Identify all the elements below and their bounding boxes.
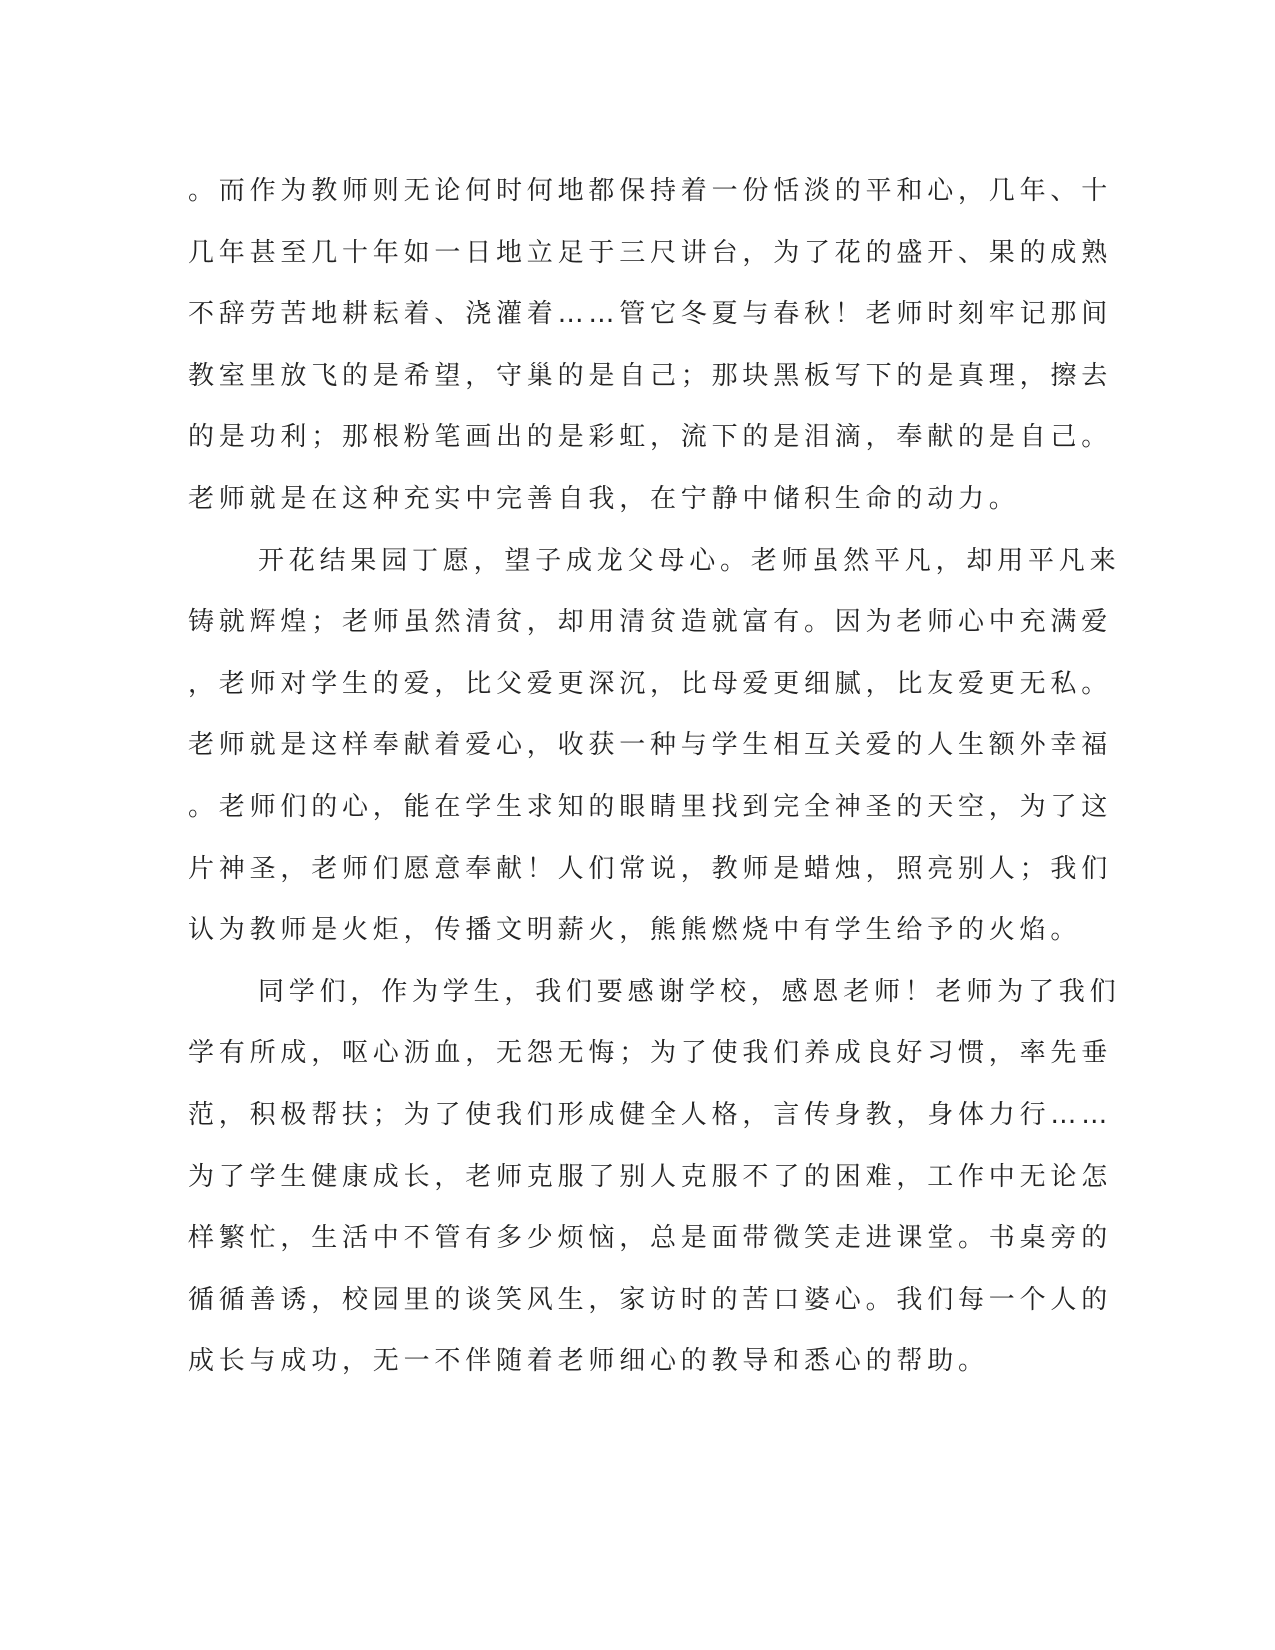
text-line: 样繁忙，生活中不管有多少烦恼，总是面带微笑走进课堂。书桌旁的 [188, 1223, 1113, 1254]
text-line: 学有所成，呕心沥血，无怨无悔；为了使我们养成良好习惯，率先垂 [188, 1038, 1113, 1069]
text-line: ，老师对学生的爱，比父爱更深沉，比母爱更细腻，比友爱更无私。 [188, 668, 1113, 699]
text-line: 循循善诱，校园里的谈笑风生，家访时的苦口婆心。我们每一个人的 [188, 1284, 1113, 1315]
text-line: 范，积极帮扶；为了使我们形成健全人格，言传身教，身体力行…… [188, 1099, 1113, 1130]
text-line: 几年甚至几十年如一日地立足于三尺讲台，为了花的盛开、果的成熟 [188, 237, 1113, 268]
document-body [188, 161, 1121, 1393]
text-line: 片神圣，老师们愿意奉献！人们常说，教师是蜡烛，照亮别人；我们 [188, 853, 1113, 884]
text-line: 教室里放飞的是希望，守巢的是自己；那块黑板写下的是真理，擦去 [188, 360, 1113, 391]
paragraph-start-line: 同学们，作为学生，我们要感谢学校，感恩老师！老师为了我们 [258, 976, 1121, 1007]
paragraph-start-line: 开花结果园丁愿，望子成龙父母心。老师虽然平凡，却用平凡来 [258, 545, 1121, 576]
text-line: 成长与成功，无一不伴随着老师细心的教导和悉心的帮助。 [188, 1346, 989, 1377]
text-line: 的是功利；那根粉笔画出的是彩虹，流下的是泪滴，奉献的是自己。 [188, 422, 1113, 453]
text-line: 认为教师是火炬，传播文明薪火，熊熊燃烧中有学生给予的火焰。 [188, 915, 1082, 946]
text-line: 。而作为教师则无论何时何地都保持着一份恬淡的平和心，几年、十 [188, 176, 1113, 206]
text-line: 不辞劳苦地耕耘着、浇灌着……管它冬夏与春秋！老师时刻牢记那间 [188, 299, 1113, 330]
text-line: 老师就是在这种充实中完善自我，在宁静中储积生命的动力。 [188, 483, 1020, 514]
text-line: 。老师们的心，能在学生求知的眼睛里找到完全神圣的天空，为了这 [188, 791, 1113, 822]
text-line: 为了学生健康成长，老师克服了别人克服不了的困难，工作中无论怎 [188, 1161, 1113, 1192]
text-line: 铸就辉煌；老师虽然清贫，却用清贫造就富有。因为老师心中充满爱 [188, 607, 1113, 638]
text-line: 老师就是这样奉献着爱心，收获一种与学生相互关爱的人生额外幸福 [188, 730, 1113, 761]
